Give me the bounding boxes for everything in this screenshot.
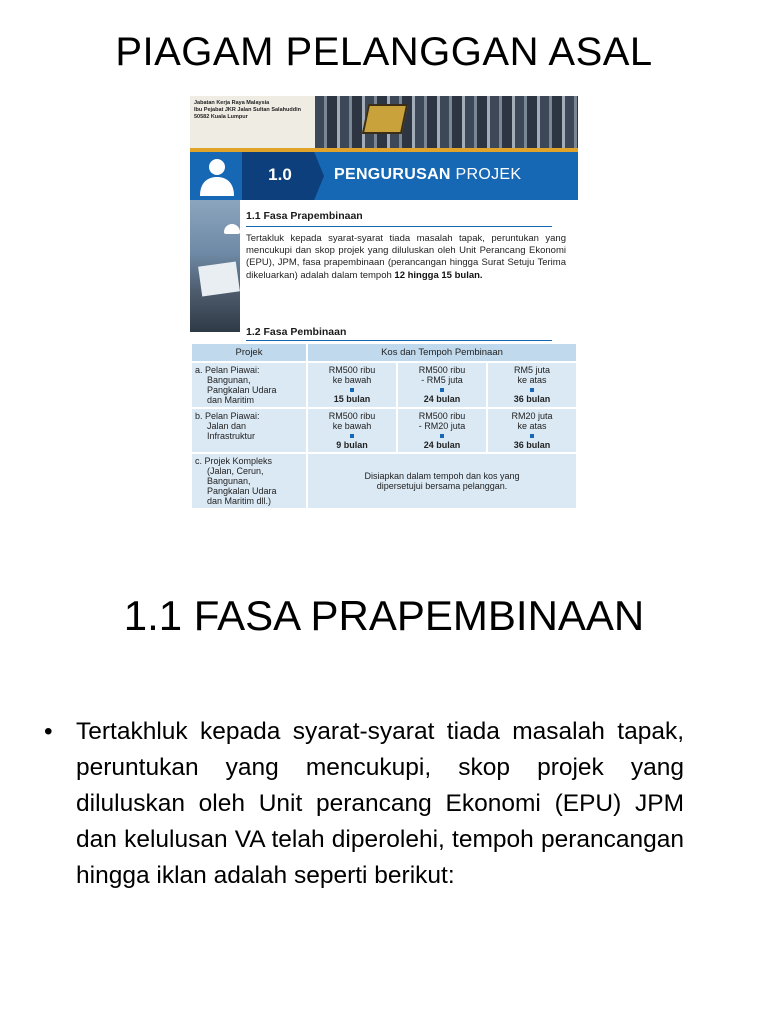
column-header: Kos dan Tempoh Pembinaan bbox=[308, 344, 576, 361]
bullet-icon bbox=[440, 434, 444, 438]
table-row bbox=[192, 409, 576, 452]
table-row bbox=[192, 454, 576, 508]
project-cell: b. Pelan Piawai: Jalan dan Infrastruktur bbox=[192, 409, 306, 452]
column-header: Projek bbox=[192, 344, 306, 361]
cost-cell: RM500 ribu - RM20 juta 24 bulan bbox=[398, 409, 486, 452]
bullet-icon bbox=[440, 388, 444, 392]
subsection-title: 1.1 Fasa Prapembinaan bbox=[246, 210, 363, 222]
building-photo bbox=[315, 96, 578, 148]
charter-image bbox=[190, 96, 578, 551]
section-number: 1.0 bbox=[268, 165, 292, 184]
jkr-logo-sign bbox=[362, 104, 408, 134]
hardhat bbox=[224, 224, 240, 234]
cost-cell: RM20 juta ke atas 36 bulan bbox=[488, 409, 576, 452]
table-row bbox=[192, 363, 576, 407]
cost-cell: RM500 ribu - RM5 juta 24 bulan bbox=[398, 363, 486, 407]
subsection-title: 1.2 Fasa Pembinaan bbox=[246, 326, 347, 338]
project-cell: c. Projek Kompleks (Jalan, Cerun, Bangunan, Pangkalan Udara dan Maritim dll.) bbox=[192, 454, 306, 508]
cost-cell: RM500 ribu ke bawah 9 bulan bbox=[308, 409, 396, 452]
bullet-text: Tertakhluk kepada syarat-syarat tiada masalah tapak, peruntukan yang mencukupi, skop projek yang diluluskan oleh Unit perancang Ekonomi (EPU) JPM dan kelulusan VA telah diperolehi, tempoh perancangan hingga iklan adalah seperti berikut: bbox=[76, 718, 684, 889]
bullet-icon bbox=[530, 388, 534, 392]
project-cell: a. Pelan Piawai: Bangunan, Pangkalan Udara dan Maritim bbox=[192, 363, 306, 407]
charter-banner bbox=[190, 96, 578, 148]
address-line: Ibu Pejabat JKR Jalan Sultan Salahuddin bbox=[194, 107, 301, 113]
construction-table bbox=[190, 342, 578, 510]
bullet-icon bbox=[350, 434, 354, 438]
bullet-marker: • bbox=[44, 718, 53, 745]
subsection-rule bbox=[246, 340, 552, 341]
subsection-paragraph: Tertakluk kepada syarat-syarat tiada masalah tapak, peruntukan yang mencukupi dan skop projek yang diluluskan oleh Unit Perancang Ekonomi (EPU), JPM, fasa prapembinaan (perancangan hingga Surat Setuju Terima dikeluarkan) adalah dalam tempoh 12 hingga 15 bulan. bbox=[246, 233, 566, 281]
slide-title: PIAGAM PELANGGAN ASAL bbox=[115, 30, 653, 74]
cost-cell: RM500 ribu ke bawah 15 bulan bbox=[308, 363, 396, 407]
note-cell: Disiapkan dalam tempoh dan kos yang dipersetujui bersama pelanggan. bbox=[308, 454, 576, 508]
address-line: Jabatan Kerja Raya Malaysia bbox=[194, 100, 270, 106]
section-title: PENGURUSAN PROJEK bbox=[334, 166, 522, 183]
cost-cell: RM5 juta ke atas 36 bulan bbox=[488, 363, 576, 407]
person-icon bbox=[196, 156, 238, 196]
blueprint bbox=[198, 262, 240, 297]
bullet-icon bbox=[530, 434, 534, 438]
address-block bbox=[190, 96, 315, 148]
subsection-rule bbox=[246, 226, 552, 227]
bullet-icon bbox=[350, 388, 354, 392]
section-heading: 1.1 FASA PRAPEMBINAAN bbox=[123, 592, 645, 639]
table-header-row bbox=[192, 344, 576, 361]
address-line: 50582 Kuala Lumpur bbox=[194, 114, 248, 120]
